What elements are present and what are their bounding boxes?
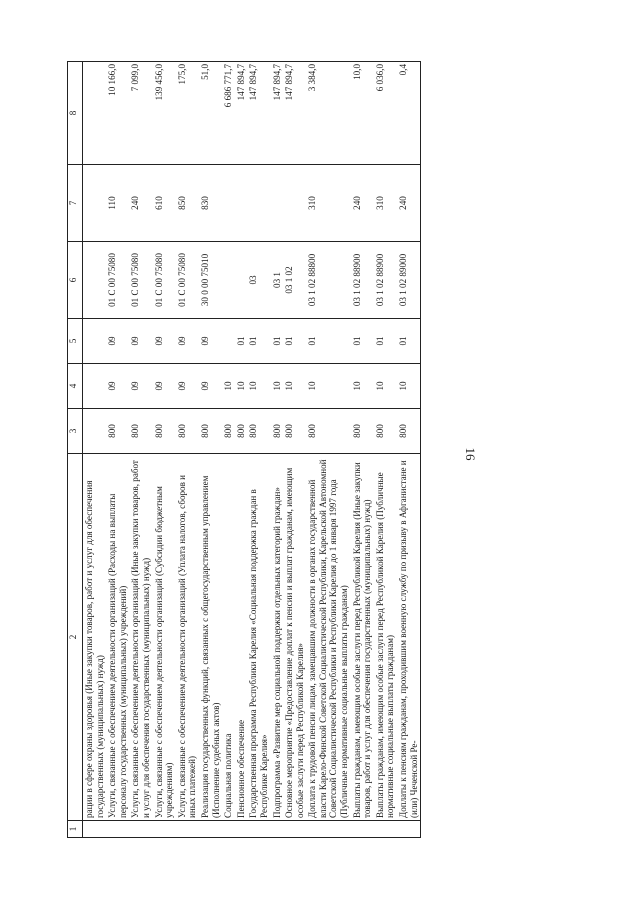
grbs-cell: 800 <box>153 409 176 454</box>
section-cell: 10 <box>271 364 284 409</box>
expense-type-cell: 310 <box>306 165 350 242</box>
col-header-6: 6 <box>68 242 83 319</box>
table-row <box>306 62 350 838</box>
amount-cell: 139 456,0 <box>153 62 176 165</box>
section-cell: 10 <box>247 364 270 409</box>
section-cell: 10 <box>374 364 397 409</box>
section-cell: 09 <box>153 364 176 409</box>
grbs-cell: 800 <box>247 409 270 454</box>
row-name-cell: Доплата к трудовой пенсии лицам, замещавшим должности в органах государственной власти Карело-Финской Советской Социалистической Республики, Карельской Автономной Советской Социалистической Республики и Республики Карелия до 1 января 1997 года (Публичные нормативные социальные выплаты гражданам) <box>306 454 350 821</box>
row-index-cell <box>106 821 129 838</box>
grbs-cell: 800 <box>176 409 199 454</box>
section-cell <box>83 364 107 409</box>
expense-type-cell <box>222 165 235 242</box>
target-article-cell: 01 С 00 75080 <box>129 242 152 319</box>
amount-cell: 147 894,7 <box>283 62 306 165</box>
row-index-cell <box>222 821 235 838</box>
subsection-cell: 01 <box>374 319 397 364</box>
grbs-cell: 800 <box>235 409 248 454</box>
expense-type-cell: 240 <box>397 165 421 242</box>
subsection-cell: 01 <box>247 319 270 364</box>
table-row <box>351 62 374 838</box>
grbs-cell: 800 <box>222 409 235 454</box>
grbs-cell: 800 <box>374 409 397 454</box>
subsection-cell: 09 <box>106 319 129 364</box>
expense-type-cell: 240 <box>351 165 374 242</box>
row-name-cell: Услуги, связанные с обеспечением деятельности организаций (Уплата налогов, сборов и иных платежей) <box>176 454 199 821</box>
expense-type-cell: 110 <box>106 165 129 242</box>
row-index-cell <box>153 821 176 838</box>
amount-cell: 6 686 771,7 <box>222 62 235 165</box>
row-name-cell: Подпрограмма «Развитие мер социальной поддержки отдельных категорий граждан» <box>271 454 284 821</box>
table-row <box>374 62 397 838</box>
budget-table <box>67 61 421 838</box>
subsection-cell <box>83 319 107 364</box>
amount-cell: 10 166,0 <box>106 62 129 165</box>
row-index-cell <box>306 821 350 838</box>
target-article-cell: 03 1 02 88900 <box>374 242 397 319</box>
subsection-cell: 09 <box>153 319 176 364</box>
row-name-cell: Услуги, связанные с обеспечением деятельности организаций (Расходы на выплаты персоналу государственных (муниципальных) учреждений) <box>106 454 129 821</box>
amount-cell: 147 894,7 <box>247 62 270 165</box>
subsection-cell: 01 <box>283 319 306 364</box>
target-article-cell: 03 1 02 88900 <box>351 242 374 319</box>
table-row <box>153 62 176 838</box>
expense-type-cell: 310 <box>374 165 397 242</box>
page-number: 16 <box>463 447 478 461</box>
grbs-cell: 800 <box>199 409 222 454</box>
target-article-cell: 30 0 00 75010 <box>199 242 222 319</box>
col-header-7: 7 <box>68 165 83 242</box>
table-row <box>247 62 270 838</box>
grbs-cell <box>83 409 107 454</box>
amount-cell: 0,4 <box>397 62 421 165</box>
table-row <box>106 62 129 838</box>
target-article-cell: 01 С 00 75080 <box>106 242 129 319</box>
table-row <box>397 62 421 838</box>
grbs-cell: 800 <box>351 409 374 454</box>
target-article-cell: 03 1 02 88800 <box>306 242 350 319</box>
grbs-cell: 800 <box>106 409 129 454</box>
table-row <box>129 62 152 838</box>
subsection-cell <box>222 319 235 364</box>
section-cell: 10 <box>235 364 248 409</box>
target-article-cell <box>235 242 248 319</box>
row-name-cell: Выплаты гражданам, имеющим особые заслуги перед Республикой Карелия (Публичные нормативные социальные выплаты гражданам) <box>374 454 397 821</box>
col-header-8: 8 <box>68 62 83 165</box>
target-article-cell: 03 <box>247 242 270 319</box>
target-article-cell: 03 1 02 89000 <box>397 242 421 319</box>
row-index-cell <box>247 821 270 838</box>
table-row <box>235 62 248 838</box>
subsection-cell: 01 <box>271 319 284 364</box>
row-index-cell <box>397 821 421 838</box>
subsection-cell: 09 <box>129 319 152 364</box>
target-article-cell <box>222 242 235 319</box>
row-name-cell: Государственная программа Республики Карелия «Социальная поддержка граждан в Республике Карелия» <box>247 454 270 821</box>
amount-cell: 175,0 <box>176 62 199 165</box>
grbs-cell: 800 <box>306 409 350 454</box>
section-cell: 10 <box>351 364 374 409</box>
target-article-cell: 01 С 00 75080 <box>176 242 199 319</box>
amount-cell: 51,0 <box>199 62 222 165</box>
section-cell: 10 <box>222 364 235 409</box>
section-cell: 09 <box>176 364 199 409</box>
expense-type-cell: 240 <box>129 165 152 242</box>
subsection-cell: 01 <box>306 319 350 364</box>
row-name-cell: Реализация государственных функций, связанных с общегосударственным управлением (Исполнение судебных актов) <box>199 454 222 821</box>
expense-type-cell: 830 <box>199 165 222 242</box>
subsection-cell: 01 <box>397 319 421 364</box>
grbs-cell: 800 <box>283 409 306 454</box>
grbs-cell: 800 <box>271 409 284 454</box>
row-index-cell <box>374 821 397 838</box>
subsection-cell: 01 <box>351 319 374 364</box>
rotated-page-content <box>67 64 602 838</box>
expense-type-cell <box>247 165 270 242</box>
col-header-5: 5 <box>68 319 83 364</box>
row-name-cell: Услуги, связанные с обеспечением деятельности организаций (Иные закупки товаров, работ и услуг для обеспечения государственных (муниципальных) нужд) <box>129 454 152 821</box>
amount-cell: 147 894,7 <box>271 62 284 165</box>
target-article-cell <box>83 242 107 319</box>
amount-cell: 10,0 <box>351 62 374 165</box>
amount-cell: 147 894,7 <box>235 62 248 165</box>
expense-type-cell <box>235 165 248 242</box>
expense-type-cell <box>283 165 306 242</box>
row-name-cell: Услуги, связанные с обеспечением деятельности организаций (Субсидии бюджетным учреждениям) <box>153 454 176 821</box>
row-index-cell <box>199 821 222 838</box>
col-header-1: 1 <box>68 821 83 838</box>
row-name-cell: Социальная политика <box>222 454 235 821</box>
row-index-cell <box>283 821 306 838</box>
expense-type-cell <box>271 165 284 242</box>
row-index-cell <box>351 821 374 838</box>
target-article-cell: 03 1 02 <box>283 242 306 319</box>
subsection-cell: 01 <box>235 319 248 364</box>
grbs-cell: 800 <box>397 409 421 454</box>
row-name-cell: Пенсионное обеспечение <box>235 454 248 821</box>
col-header-3: 3 <box>68 409 83 454</box>
col-header-2: 2 <box>68 454 83 821</box>
table-row <box>83 62 107 838</box>
row-index-cell <box>235 821 248 838</box>
table-row <box>176 62 199 838</box>
amount-cell: 3 384,0 <box>306 62 350 165</box>
row-index-cell <box>129 821 152 838</box>
column-number-row <box>68 62 83 838</box>
row-index-cell <box>176 821 199 838</box>
section-cell: 09 <box>199 364 222 409</box>
row-index-cell <box>83 821 107 838</box>
col-header-4: 4 <box>68 364 83 409</box>
table-row <box>222 62 235 838</box>
table-row <box>199 62 222 838</box>
row-name-cell: рации в сфере охраны здоровья (Иные закупки товаров, работ и услуг для обеспечения государственных (муниципальных) нужд) <box>83 454 107 821</box>
section-cell: 10 <box>306 364 350 409</box>
row-name-cell: Доплаты к пенсиям гражданам, проходившим военную службу по призыву в Афганистане и (или) Чеченской Ре- <box>397 454 421 821</box>
section-cell: 10 <box>283 364 306 409</box>
section-cell: 09 <box>106 364 129 409</box>
expense-type-cell: 850 <box>176 165 199 242</box>
section-cell: 10 <box>397 364 421 409</box>
row-name-cell: Основное мероприятие «Предоставление доплат к пенсии и выплат гражданам, имеющим особые заслуги перед Республикой Карелия» <box>283 454 306 821</box>
expense-type-cell <box>83 165 107 242</box>
subsection-cell: 09 <box>176 319 199 364</box>
subsection-cell: 09 <box>199 319 222 364</box>
section-cell: 09 <box>129 364 152 409</box>
expense-type-cell: 610 <box>153 165 176 242</box>
amount-cell: 6 036,0 <box>374 62 397 165</box>
target-article-cell: 01 С 00 75080 <box>153 242 176 319</box>
row-name-cell: Выплаты гражданам, имеющим особые заслуги перед Республикой Карелия (Иные закупки товаров, работ и услуг для обеспечения государственных (муниципальных) нужд) <box>351 454 374 821</box>
row-index-cell <box>271 821 284 838</box>
table-row <box>283 62 306 838</box>
table-row <box>271 62 284 838</box>
target-article-cell: 03 1 <box>271 242 284 319</box>
grbs-cell: 800 <box>129 409 152 454</box>
amount-cell: 7 099,0 <box>129 62 152 165</box>
amount-cell <box>83 62 107 165</box>
